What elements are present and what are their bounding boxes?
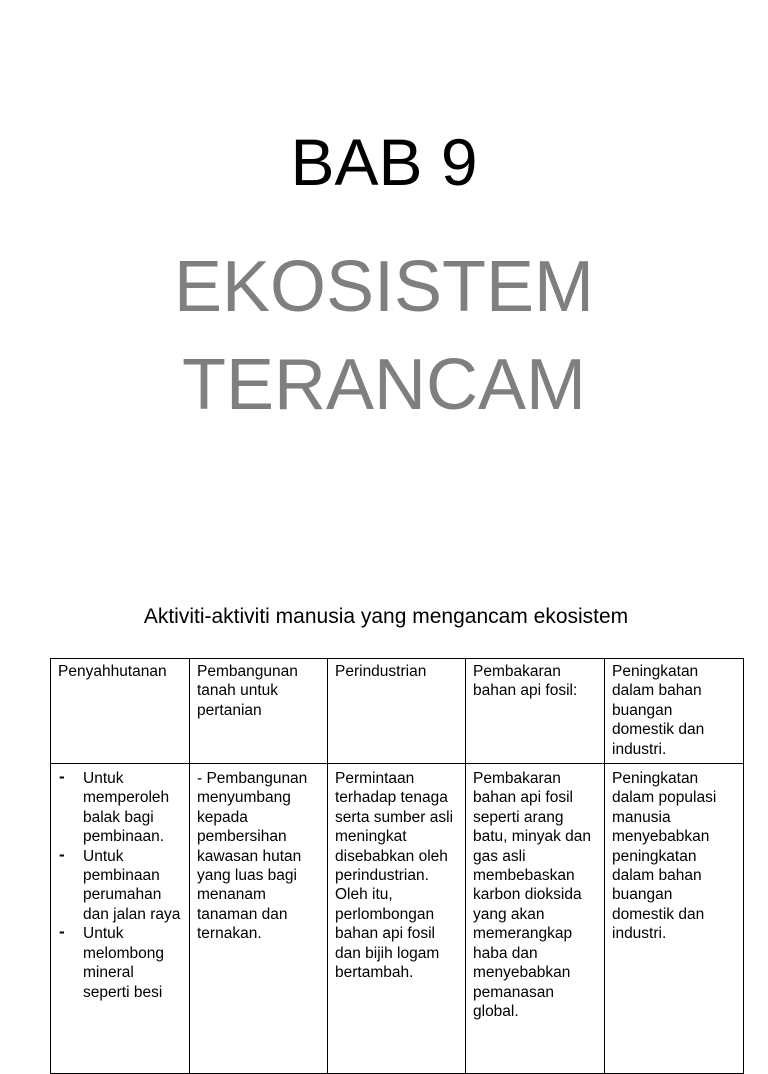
header-fossil-fuel: Pembakaran bahan api fosil: [466,659,605,764]
cell-waste: Peningkatan dalam populasi manusia menyebabkan peningkatan dalam bahan buangan domestik dan industri. [605,764,744,1074]
page-title [0,238,768,434]
title-line-1: EKOSISTEM [173,247,595,327]
activities-table [50,658,744,1074]
table-caption: Aktiviti-aktiviti manusia yang mengancam ekosistem [143,605,629,628]
deforestation-list [58,769,183,1002]
header-deforestation: Penyahhutanan [51,659,190,764]
header-industry: Perindustrian [328,659,466,764]
header-waste: Peningkatan dalam bahan buangan domestik dan industri. [605,659,744,764]
list-item: - Untuk pembinaan perumahan dan jalan raya [58,847,183,925]
list-item: - Untuk memperoleh balak bagi pembinaan. [58,769,183,847]
cell-industry: Permintaan terhadap tenaga serta sumber asli meningkat disebabkan oleh perindustrian. Oleh itu, perlombongan bahan api fosil dan bijih logam bertambah. [328,764,466,1074]
cell-deforestation [51,764,190,1074]
cell-agriculture: - Pembangunan menyumbang kepada pembersihan kawasan hutan yang luas bagi menanam tanaman dan ternakan. [190,764,328,1074]
table-row [51,764,744,1074]
chapter-heading: BAB 9 [290,125,478,199]
header-agriculture: Pembangunan tanah untuk pertanian [190,659,328,764]
cell-fossil-fuel: Pembakaran bahan api fosil seperti arang batu, minyak dan gas asli membebaskan karbon dioksida yang akan memerangkap haba dan menyebabkan pemanasan global. [466,764,605,1074]
list-item: - Untuk melombong mineral seperti besi [58,924,183,1002]
title-line-2: TERANCAM [181,345,586,425]
table-header-row [51,659,744,764]
